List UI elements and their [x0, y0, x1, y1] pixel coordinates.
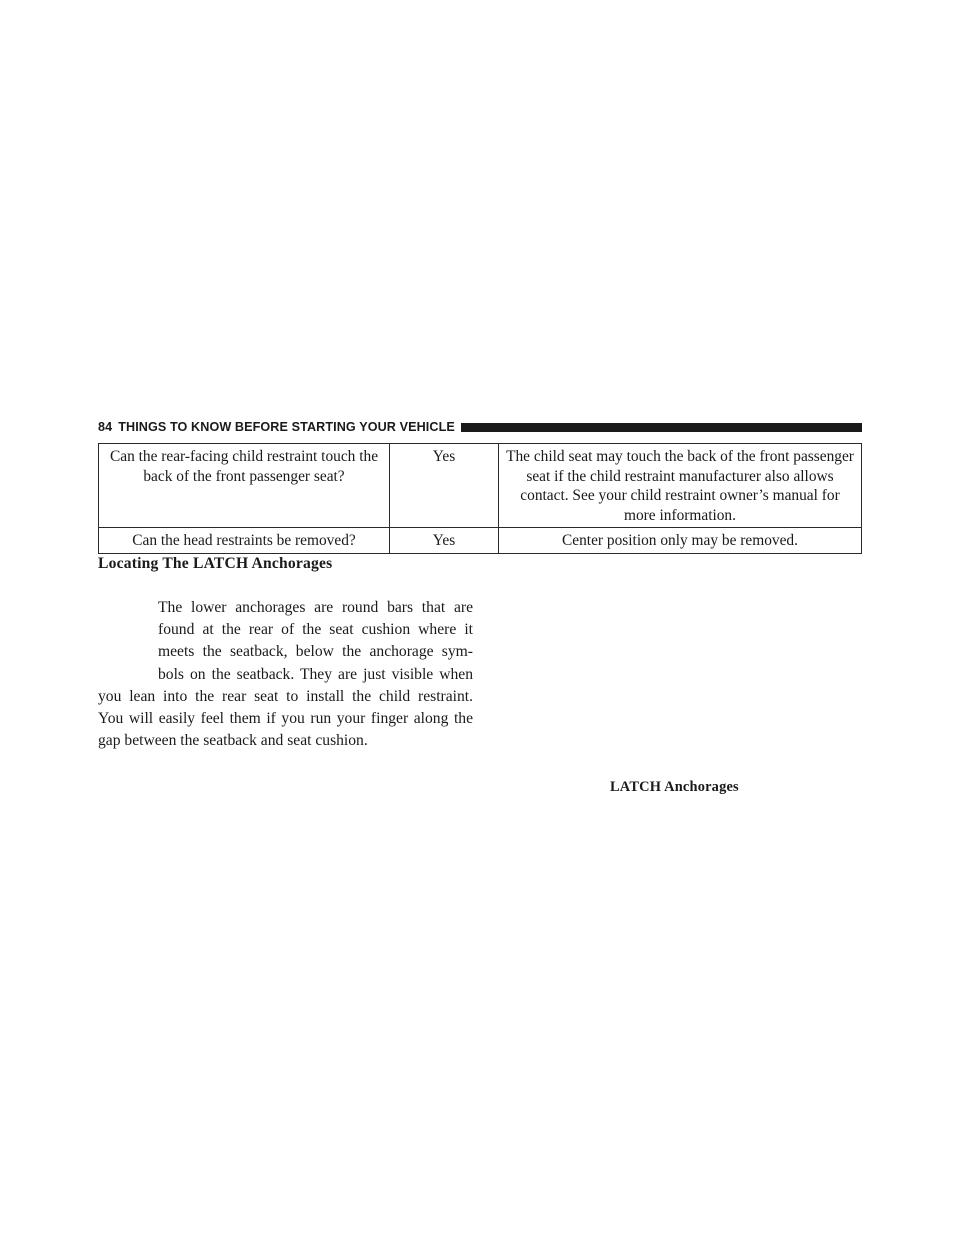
- paragraph-line: meets the seatback, below the anchorage sym-: [158, 643, 473, 661]
- question-cell: Can the head restraints be removed?: [99, 528, 390, 554]
- paragraph-line: gap between the seatback and seat cushion.: [98, 732, 368, 750]
- header-rule: [461, 423, 862, 432]
- paragraph-line: bols on the seatback. They are just visible when: [158, 665, 473, 683]
- section-heading: Locating The LATCH Anchorages: [98, 555, 333, 572]
- table-row: [99, 444, 862, 528]
- table-row: [99, 528, 862, 554]
- paragraph-line: found at the rear of the seat cushion where it: [158, 621, 473, 639]
- section-title: THINGS TO KNOW BEFORE STARTING YOUR VEHICLE: [118, 420, 455, 434]
- page-number: 84: [98, 420, 113, 434]
- paragraph-line: You will easily feel them if you run your finger along the: [98, 710, 473, 728]
- child-restraint-table: [98, 443, 862, 554]
- answer-cell: Yes: [390, 528, 499, 554]
- answer-cell: Yes: [390, 444, 499, 528]
- paragraph-line: The lower anchorages are round bars that are: [158, 599, 473, 616]
- question-cell: Can the rear-facing child restraint touch the back of the front passenger seat?: [99, 444, 390, 528]
- body-paragraph: [98, 597, 473, 752]
- note-cell: Center position only may be removed.: [499, 528, 862, 554]
- figure-caption: LATCH Anchorages: [610, 779, 739, 795]
- page-header: [98, 418, 862, 436]
- paragraph-line: you lean into the rear seat to install the child restraint.: [98, 687, 473, 705]
- note-cell: The child seat may touch the back of the front passenger seat if the child restraint manufacturer also allows contact. See your child restraint owner’s manual for more information.: [499, 444, 862, 528]
